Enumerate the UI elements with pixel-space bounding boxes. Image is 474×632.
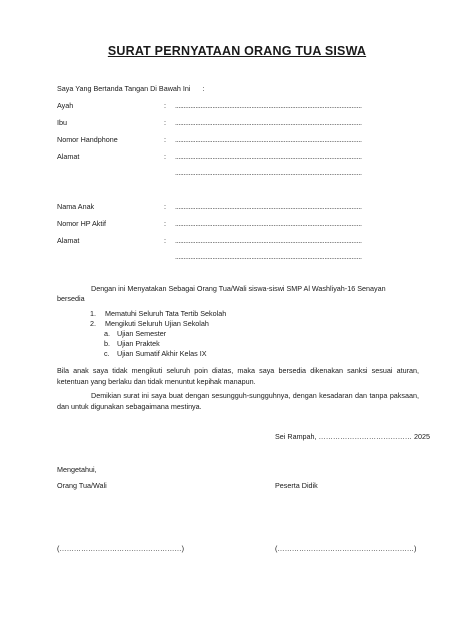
field-child-address-blank: ..............................................................................................................: [175, 236, 362, 245]
sublist-item-text: Ujian Sumatif Akhir Kelas IX: [117, 349, 207, 358]
list-item-text: Mengikuti Seluruh Ujian Sekolah: [105, 319, 209, 328]
field-ayah-blank: ..............................................................................................................: [175, 101, 362, 110]
sublist-item: [104, 339, 160, 348]
student-signature-line: (…………………………………………………): [275, 544, 417, 553]
list-item-number: 2.: [90, 319, 96, 328]
field-child-name-blank: ..............................................................................................................: [175, 202, 362, 211]
field-ibu-blank: ..............................................................................................................: [175, 118, 362, 127]
field-child-phone-blank: ..............................................................................................................: [175, 219, 362, 228]
field-ayah-colon: :: [164, 101, 166, 110]
parent-signature-label: Orang Tua/Wali: [57, 481, 107, 490]
acknowledged-label: Mengetahui,: [57, 465, 97, 474]
field-ayah-label: Ayah: [57, 101, 74, 110]
list-item-text: Mematuhi Seluruh Tata Tertib Sekolah: [105, 309, 227, 318]
field-child-address-blank-2: ..............................................................................................................: [175, 252, 362, 261]
statement-line-2: bersedia: [57, 294, 85, 303]
sublist-item-letter: c.: [104, 349, 110, 358]
student-signature-label: Peserta Didik: [275, 481, 318, 490]
intro-label: Saya Yang Bertanda Tangan Di Bawah Ini: [57, 84, 191, 93]
field-address-blank: ..............................................................................................................: [175, 152, 362, 161]
field-child-phone-label: Nomor HP Aktif: [57, 219, 106, 228]
field-phone-label: Nomor Handphone: [57, 135, 118, 144]
sublist-item-text: Ujian Praktek: [117, 339, 160, 348]
sublist-item: [104, 329, 166, 338]
sublist-item-letter: a.: [104, 329, 110, 338]
closing-paragraph: Demikian surat ini saya buat dengan sesungguh-sungguhnya, dengan kesadaran dan tanpa paksaan, dan untuk digunakan sebagaimana mestinya.: [57, 391, 419, 411]
field-child-address-colon: :: [164, 236, 166, 245]
list-item: [90, 319, 209, 328]
sublist-item-letter: b.: [104, 339, 110, 348]
list-item: [90, 309, 226, 318]
field-address-colon: :: [164, 152, 166, 161]
field-child-address-label: Alamat: [57, 236, 80, 245]
sublist-item: [104, 349, 206, 358]
field-phone-blank: ..............................................................................................................: [175, 135, 362, 144]
intro-colon: :: [202, 84, 205, 93]
field-ibu-colon: :: [164, 118, 166, 127]
intro-text: [57, 84, 204, 93]
field-ibu-label: Ibu: [57, 118, 67, 127]
sanction-paragraph: Bila anak saya tidak mengikuti seluruh poin diatas, maka saya bersedia dikenakan sanksi sesuai aturan, ketentuan yang berlaku dan tidak menuntut kepihak manapun.: [57, 366, 419, 386]
document-title: SURAT PERNYATAAN ORANG TUA SISWA: [107, 44, 367, 58]
field-child-name-colon: :: [164, 202, 166, 211]
field-child-phone-colon: :: [164, 219, 166, 228]
list-item-number: 1.: [90, 309, 96, 318]
statement-line-1: Dengan ini Menyatakan Sebagai Orang Tua/Wali siswa-siswi SMP Al Washliyah-16 Senayan: [91, 284, 386, 293]
parent-signature-line: (……………………………………………): [57, 544, 184, 553]
field-phone-colon: :: [164, 135, 166, 144]
field-child-name-label: Nama Anak: [57, 202, 95, 211]
field-address-label: Alamat: [57, 152, 80, 161]
place-date: Sei Rampah, ………………………………… 2025: [275, 432, 430, 441]
field-address-blank-2: ..............................................................................................................: [175, 168, 362, 177]
sublist-item-text: Ujian Semester: [117, 329, 167, 338]
